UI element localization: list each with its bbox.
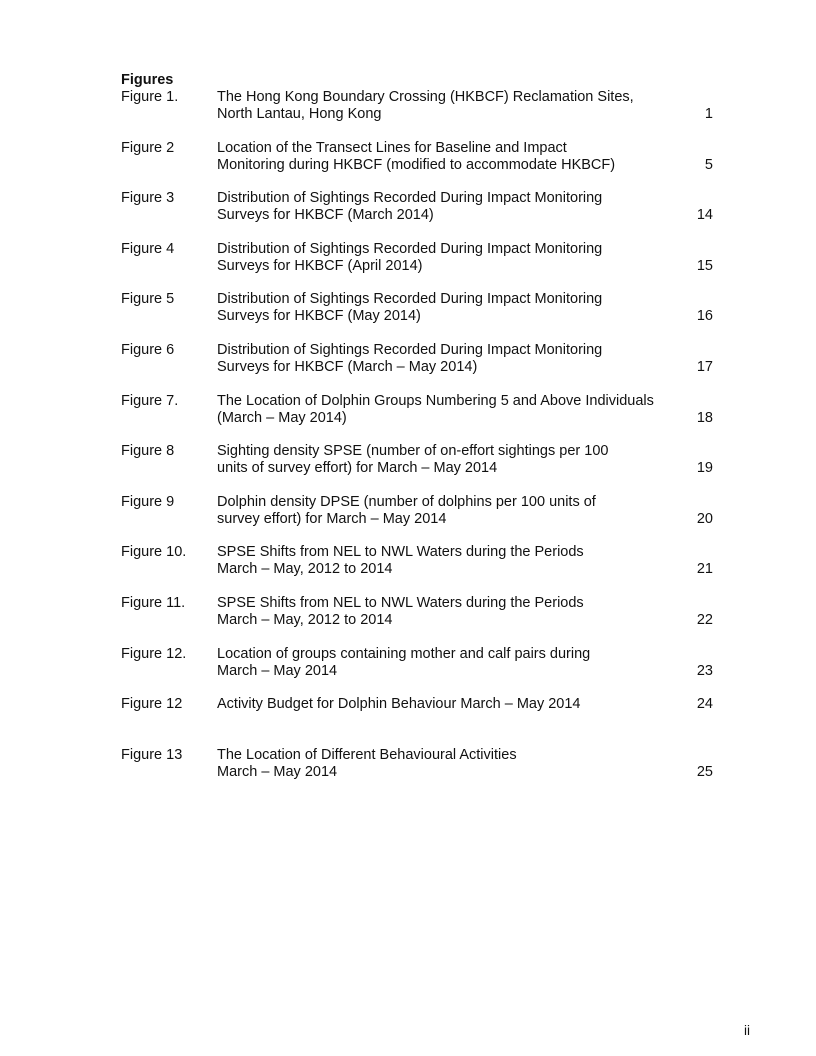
figure-title-line: Surveys for HKBCF (April 2014) xyxy=(217,257,423,274)
figure-title xyxy=(217,747,677,781)
figure-title-line: Monitoring during HKBCF (modified to accommodate HKBCF) xyxy=(217,156,616,173)
figure-title-line: March – May 2014 xyxy=(217,662,338,679)
figure-title xyxy=(217,443,677,477)
figure-label: Figure 13 xyxy=(121,746,183,763)
figure-page-number: 19 xyxy=(696,460,713,477)
figure-label: Figure 5 xyxy=(121,291,175,308)
figure-title xyxy=(217,494,677,528)
figure-title-line: SPSE Shifts from NEL to NWL Waters during the Periods xyxy=(217,544,584,561)
figure-title-line: SPSE Shifts from NEL to NWL Waters during the Periods xyxy=(217,595,584,611)
figure-title xyxy=(217,89,677,123)
figure-title xyxy=(217,190,677,224)
figure-title xyxy=(217,342,677,376)
figure-page-number: 21 xyxy=(696,561,713,578)
figure-label: Figure 2 xyxy=(121,139,175,156)
figure-title-line: Distribution of Sightings Recorded During Impact Monitoring xyxy=(217,240,603,257)
figure-title-line: Distribution of Sightings Recorded During Impact Monitoring xyxy=(217,190,603,207)
figure-page-number: 14 xyxy=(696,207,713,224)
figure-page-number: 20 xyxy=(696,510,713,527)
figure-title-line: March – May, 2012 to 2014 xyxy=(217,612,393,628)
figure-label: Figure 12 xyxy=(121,696,183,713)
figure-entry[interactable] xyxy=(0,342,816,378)
figure-page-number: 24 xyxy=(696,696,713,713)
figure-entry[interactable] xyxy=(0,89,816,125)
figure-title-line: The Hong Kong Boundary Crossing (HKBCF) Reclamation Sites, xyxy=(217,89,634,105)
figure-title xyxy=(217,393,677,427)
figure-title-line: Surveys for HKBCF (May 2014) xyxy=(217,308,421,325)
figure-entry[interactable] xyxy=(0,140,816,176)
figure-title-line: Location of groups containing mother and calf pairs during xyxy=(217,645,591,662)
figure-title xyxy=(217,140,677,174)
figure-entry[interactable] xyxy=(0,696,816,732)
figure-title-line: March – May 2014 xyxy=(217,763,338,780)
figure-title-line: The Location of Different Behavioural Activities xyxy=(217,746,517,763)
figure-title xyxy=(217,241,677,275)
figure-label: Figure 4 xyxy=(121,240,175,257)
figure-label: Figure 9 xyxy=(121,493,175,510)
figure-label: Figure 10. xyxy=(121,544,187,561)
figure-entry[interactable] xyxy=(0,443,816,479)
figure-label: Figure 3 xyxy=(121,190,175,207)
figure-entry[interactable] xyxy=(0,291,816,327)
figure-entry[interactable] xyxy=(0,494,816,530)
figure-title-line: survey effort) for March – May 2014 xyxy=(217,510,447,527)
figure-entry[interactable] xyxy=(0,595,816,631)
figure-title-line: Dolphin density DPSE (number of dolphins per 100 units of xyxy=(217,493,596,510)
figure-label: Figure 12. xyxy=(121,645,187,662)
figure-title-line: Sighting density SPSE (number of on-effort sightings per 100 xyxy=(217,443,609,460)
figure-title xyxy=(217,291,677,325)
figure-title xyxy=(217,696,677,713)
figure-label: Figure 6 xyxy=(121,342,175,358)
figure-title xyxy=(217,544,677,578)
figure-title-line: Distribution of Sightings Recorded During Impact Monitoring xyxy=(217,291,603,308)
figure-title-line: North Lantau, Hong Kong xyxy=(217,106,382,122)
figure-title-line: Surveys for HKBCF (March – May 2014) xyxy=(217,359,478,375)
figure-title-line: Distribution of Sightings Recorded During Impact Monitoring xyxy=(217,342,603,358)
figure-title-line: The Location of Dolphin Groups Numbering 5 and Above Individuals xyxy=(217,392,654,409)
figure-page-number: 23 xyxy=(696,662,713,679)
figure-entry[interactable] xyxy=(0,190,816,226)
figure-page-number: 25 xyxy=(696,763,713,780)
figure-title-line: March – May, 2012 to 2014 xyxy=(217,561,393,578)
figure-entry[interactable] xyxy=(0,544,816,580)
figure-label: Figure 8 xyxy=(121,443,175,460)
figure-title-line: Location of the Transect Lines for Baseline and Impact xyxy=(217,139,567,156)
figure-title-line: Activity Budget for Dolphin Behaviour March – May 2014 xyxy=(217,696,581,713)
figure-page-number: 1 xyxy=(704,106,713,122)
figure-page-number: 22 xyxy=(696,612,713,628)
figure-page-number: 16 xyxy=(696,308,713,325)
figure-entry[interactable] xyxy=(0,241,816,277)
figure-entry[interactable] xyxy=(0,646,816,682)
page-number: ii xyxy=(744,1023,750,1038)
figure-page-number: 5 xyxy=(704,156,713,173)
figure-label: Figure 11. xyxy=(121,595,186,611)
figure-label: Figure 1. xyxy=(121,89,179,105)
figure-title-line: (March – May 2014) xyxy=(217,409,347,426)
figure-page-number: 18 xyxy=(696,409,713,426)
figure-title-line: units of survey effort) for March – May 2014 xyxy=(217,460,498,477)
figure-page-number: 15 xyxy=(696,257,713,274)
figure-title xyxy=(217,646,677,680)
figure-title xyxy=(217,595,677,629)
figure-page-number: 17 xyxy=(696,359,713,375)
figure-entry[interactable] xyxy=(0,747,816,783)
figure-entry[interactable] xyxy=(0,393,816,429)
figures-heading: Figures xyxy=(121,72,174,88)
figure-title-line: Surveys for HKBCF (March 2014) xyxy=(217,207,434,224)
figure-label: Figure 7. xyxy=(121,392,179,409)
